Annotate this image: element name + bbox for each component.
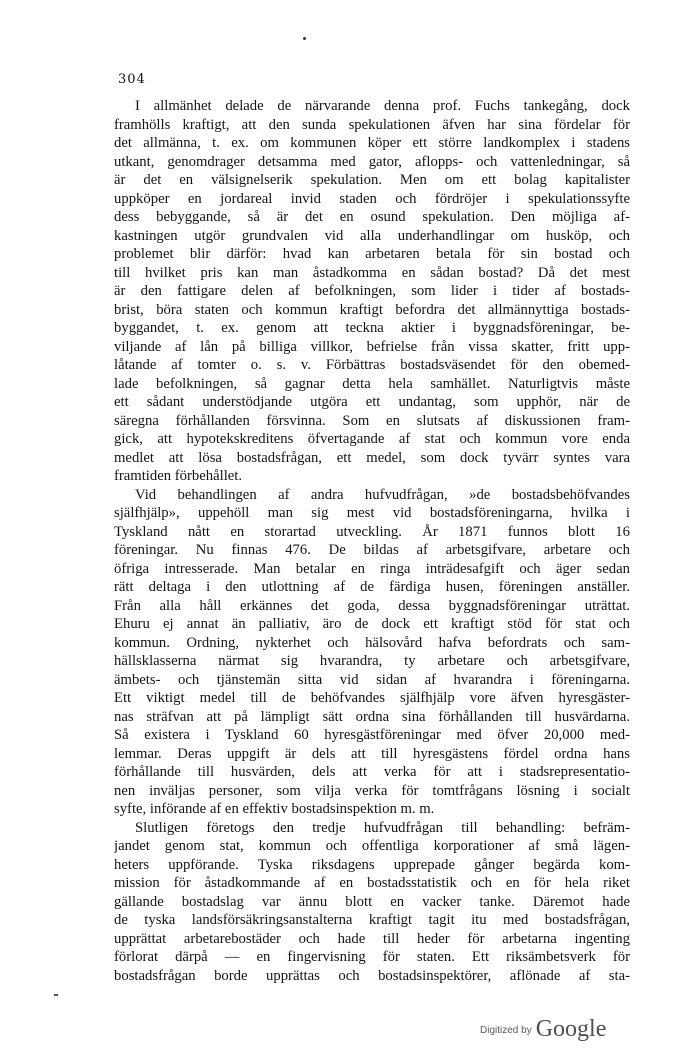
text-line: lade befolkningen, så gagnar detta hela samhället. Naturligtvis måste [114,375,630,392]
text-line: gällande bostadslag var ännu blott en vacker tanke. Däremot hade [114,893,630,910]
text-line: byggandet, t. ex. genom att teckna aktier i byggnadsföreningar, be- [114,320,630,336]
digitized-by-watermark [480,1016,606,1043]
text-line: syfte, införande af en effektiv bostadsinspektion m. m. [114,801,435,817]
text-line: Vid behandlingen af andra hufvudfrågan, »de bostadsbehöfvandes [135,486,630,503]
text-line: själfhjälp», uppehöll man sig mest vid bostadsföreningarna, hvilka i [114,505,630,521]
text-line: Tyskland nått en storartad utveckling. År 1871 funnos blott 16 [114,523,630,540]
text-line: ett sådant understödjande utgöra ett undantag, som upphör, när de [114,394,630,410]
text-line: problemet blir därför: hvad kan arbetaren betala för sin bostad och [114,246,630,262]
text-line: kommun. Ordning, nykterhet och hälsovård hafva befordrats och sam- [114,634,630,651]
text-line: heters uppförande. Tyska riksdagens upprepade gånger begärda kom- [114,856,630,873]
text-line: låtande af tomter o. s. v. Förbättras bostadsväsendet för den obemed- [114,357,630,373]
text-line: förhållande till husvärden, dels att verka för att i stadsrepresentatio- [114,764,630,780]
text-line: nas sträfvan att på lämpligt sätt ordna sina förhållanden till husvärdarna. [114,708,630,725]
text-line: Slutligen företogs den tredje hufvudfrågan till behandling: befräm- [135,819,630,836]
text-line: kastningen utgör grundvalen vid alla underhandlingar om husköp, och [114,227,630,244]
text-line: säregna förhållanden försvinna. Som en slutsats af diskussionen fram- [114,412,630,429]
text-line: Ett viktigt medel till de behöfvandes själfhjälp vore äfven hyresgäster- [114,690,630,706]
text-line: föreningar. Nu finnas 476. De bildas af arbetsgifvare, arbetare och [114,542,630,558]
text-line: Så existera i Tyskland 60 hyresgästföreningar med öfver 20,000 med- [114,727,630,743]
text-line: nen inväljas personer, som vilja verka för tomtfrågans lösning i socialt [114,782,630,799]
text-line: viljande af lån på billiga villkor, befrielse från vissa skatter, fritt upp- [114,338,630,355]
text-line: öfriga intresserade. Man betalar en ringa inträdesafgift och äger sedan [114,560,630,577]
watermark-prefix: Digitized by [480,1025,532,1036]
print-speck [303,37,306,40]
text-line: rätt deltaga i den utlottning af de färdiga husen, föreningen anställer. [114,579,630,595]
text-line: är det en välsignelserik spekulation. Men om ett bolag kapitalister [114,172,630,188]
text-line: dess bebyggande, så är det en osund spekulation. Den möjliga af- [114,209,630,225]
text-line: till hvilket pris kan man åstadkomma en sådan bostad? Då det mest [114,264,630,281]
text-line: brist, böra staten och kommun kraftigt befordra det allmännyttiga bostads- [114,301,630,318]
text-line: framtiden förbehållet. [114,468,243,484]
text-line: ämbets- och tjänstemän sitta vid sidan af hvarandra i föreningarna. [114,671,630,688]
text-line: medlet att lösa bostadsfrågan, ett medel, som dock tyvärr syntes vara [114,449,630,466]
text-line: I allmänhet delade de närvarande denna prof. Fuchs tankegång, dock [135,98,630,114]
text-line: hällsklasserna närmat sig hvarandra, ty arbetare och arbetsgifvare, [114,653,630,669]
page-number: 304 [118,72,146,87]
text-line: Från alla håll erkännes det goda, dessa byggnadsföreningar uträttat. [114,597,630,614]
text-line: upprättat arbetarebostäder och hade till heder för arbetarna ingenting [114,930,630,947]
print-mark [54,994,58,996]
text-line: framhölls kraftigt, att den sunda spekulationen äfven har sina fördelar för [114,116,630,133]
text-line: det allmänna, t. ex. om kommunen köper ett större landkomplex i stadens [114,135,630,151]
body-text [114,97,630,985]
text-line: förlorat därpå — en fingervisning för staten. Ett riksämbetsverk för [114,949,630,965]
text-line: bostadsfrågan borde upprättas och bostadsinspektörer, aflönade af sta- [114,967,630,984]
text-line: utkant, genomdrager detsamma med gator, aflopps- och vattenledningar, så [114,153,630,170]
text-line: jandet genom stat, kommun och offentliga korporationer af små lägen- [114,838,630,854]
text-line: lemmar. Deras uppgift är dels att till hyresgästens fördel ordna hans [114,745,630,762]
text-line: Ehuru ej annat än palliativ, äro de dock ett kraftigt stöd för stat och [114,616,630,632]
google-logo: Google [535,1016,607,1042]
text-line: de tyska landsförsäkringsanstalterna kraftigt tagit itu med bostadsfrågan, [114,912,630,928]
text-line: är den fattigare delen af befolkningen, som lider i tider af bostads- [114,283,630,299]
text-line: uppköper en jordareal invid staden och fördröjer i spekulationssyfte [114,190,630,207]
text-line: mission för åstadkommande af en bostadsstatistik och en för hela riket [114,875,630,891]
text-line: gick, att hypotekskreditens öfvertagande af stat och kommun vore enda [114,431,630,447]
